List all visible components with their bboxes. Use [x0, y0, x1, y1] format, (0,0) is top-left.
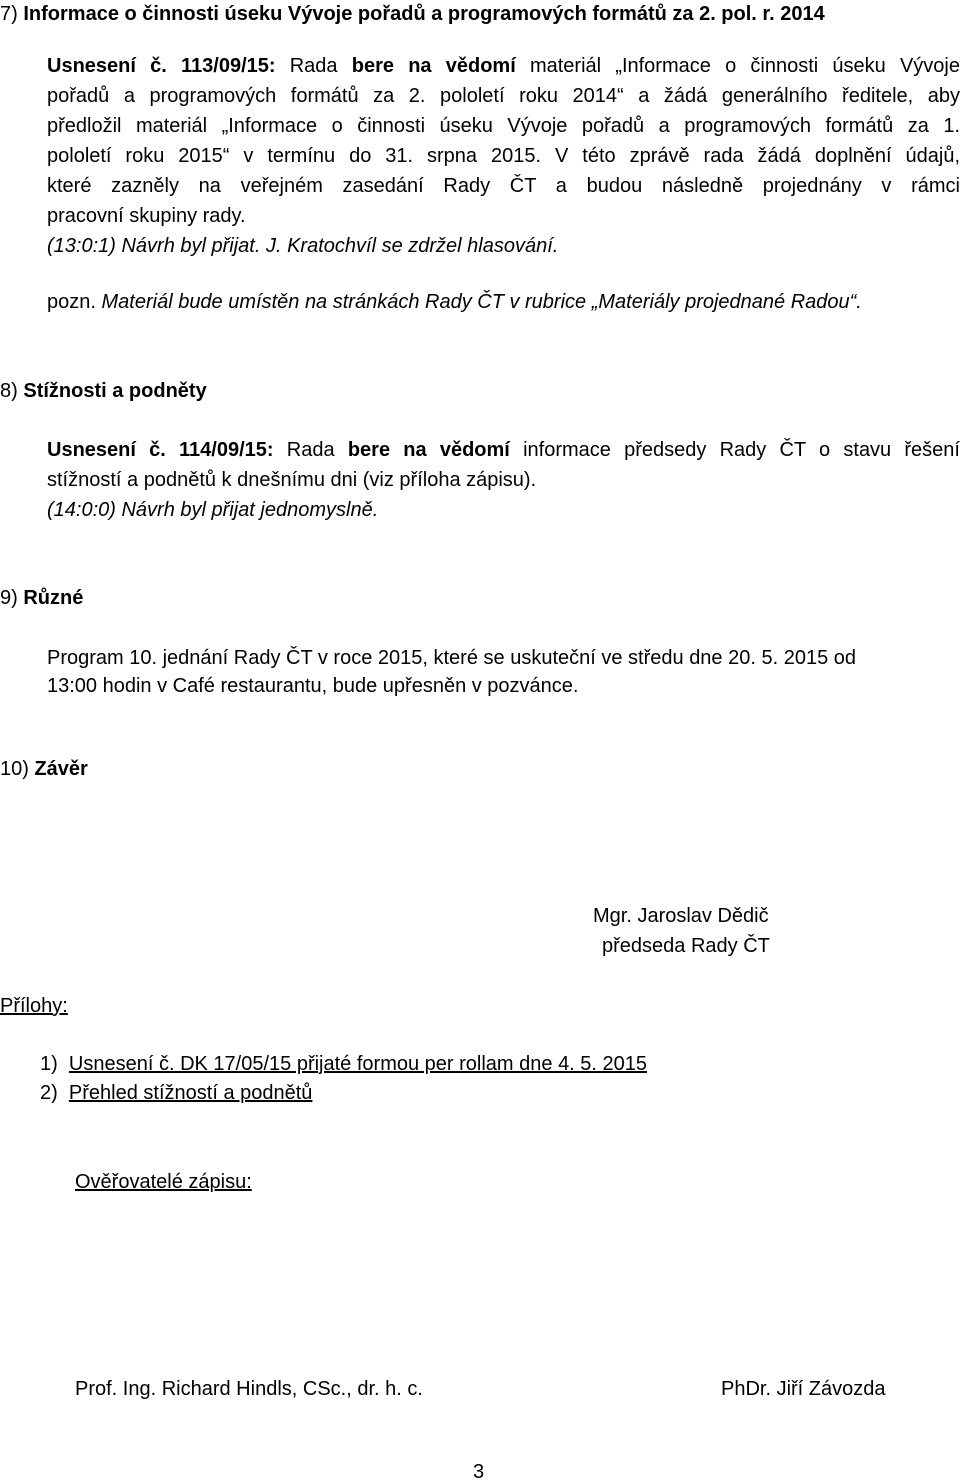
section-7-resolution-line-2: pořadů a programových formátů za 2. pololetí roku 2014“ a žádá generálního ředitele, aby [47, 85, 960, 107]
attachment-item-2[interactable]: 2) Přehled stížností a podnětů [40, 1082, 313, 1104]
section-7-resolution-line-5: které zazněly na veřejném zasedání Rady ČT a budou následně projednány v rámci [47, 175, 960, 197]
attachment-item-1[interactable]: 1) Usnesení č. DK 17/05/15 přijaté formou per rollam dne 4. 5. 2015 [40, 1053, 648, 1075]
verifier-left: Prof. Ing. Richard Hindls, CSc., dr. h. c. [75, 1378, 423, 1400]
section-7-vote: (13:0:1) Návrh byl přijat. J. Kratochvíl se zdržel hlasování. [47, 235, 559, 257]
verifiers-label: Ověřovatelé zápisu: [75, 1171, 252, 1193]
section-7-resolution-line-3: předložil materiál „Informace o činnosti úseku Vývoje pořadů a programových formátů za 1. [47, 115, 960, 137]
section-8-vote: (14:0:0) Návrh byl přijat jednomyslně. [47, 499, 379, 521]
section-8-resolution-line-2: stížností a podnětů k dnešnímu dni (viz příloha zápisu). [47, 469, 537, 491]
section-9-heading: 9) Různé [0, 587, 84, 609]
section-7-note: pozn. Materiál bude umístěn na stránkách Rady ČT v rubrice „Materiály projednané Radou“. [47, 291, 862, 313]
section-8-heading: 8) Stížnosti a podněty [0, 380, 207, 402]
section-7-resolution-line-6: pracovní skupiny rady. [47, 205, 246, 227]
attachments-label: Přílohy: [0, 995, 68, 1017]
section-9-line-2: 13:00 hodin v Café restaurantu, bude upřesněn v pozvánce. [47, 675, 579, 697]
section-7-heading: 7) Informace o činnosti úseku Vývoje pořadů a programových formátů za 2. pol. r. 2014 [0, 3, 825, 25]
section-7-resolution-line-1: Usnesení č. 113/09/15: Rada bere na vědomí materiál „Informace o činnosti úseku Vývoje [47, 55, 960, 77]
section-7-resolution-line-4: pololetí roku 2015“ v termínu do 31. srpna 2015. V této zprávě rada žádá doplnění údajů, [47, 145, 960, 167]
section-8-resolution-line-1: Usnesení č. 114/09/15: Rada bere na vědomí informace předsedy Rady ČT o stavu řešení [47, 439, 960, 461]
page-number: 3 [473, 1461, 485, 1483]
signatory-title: předseda Rady ČT [602, 935, 770, 957]
section-9-line-1: Program 10. jednání Rady ČT v roce 2015, které se uskuteční ve středu dne 20. 5. 2015 od [47, 647, 857, 669]
section-10-heading: 10) Závěr [0, 758, 88, 780]
verifier-right: PhDr. Jiří Závozda [721, 1378, 886, 1400]
signatory-name: Mgr. Jaroslav Dědič [593, 905, 769, 927]
